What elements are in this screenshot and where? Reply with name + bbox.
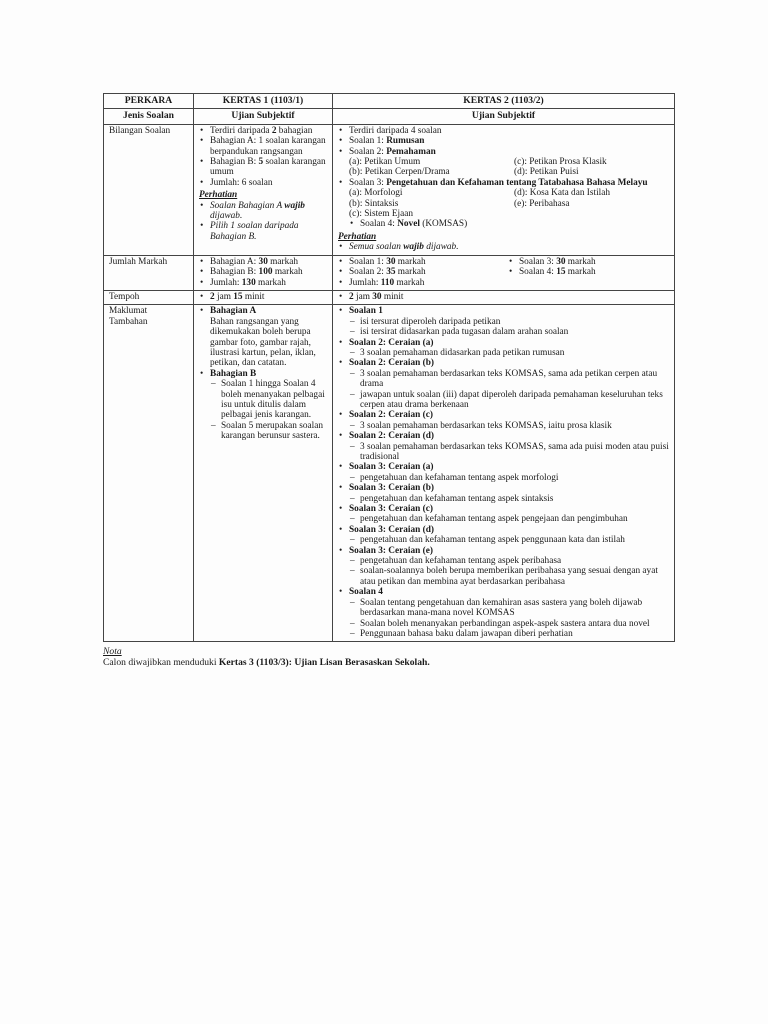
list-item: • Bahagian A: 1 soalan karangan berpandukan rangsangan — [199, 136, 328, 157]
list-item: – pengetahuan dan kefahaman tentang aspek pengejaan dan pengimbuhan — [349, 514, 670, 524]
pemahaman-parts: (a): Petikan Umum (c): Petikan Prosa Klasik (b): Petikan Cerpen/Drama (d): Petikan Puisi — [349, 157, 607, 178]
list-item: • Soalan 1: Rumusan — [338, 136, 670, 146]
list-item: • Terdiri daripada 2 bahagian — [199, 126, 328, 136]
list-item: • 2 jam 30 minit — [338, 292, 670, 302]
row-jenis-soalan — [104, 109, 675, 124]
list-item: • Soalan Bahagian A wajib dijawab. — [199, 201, 328, 222]
maklumat-kertas1 — [194, 305, 333, 642]
list-item: • Soalan 3: Ceraian (c) – pengetahuan dan kefahaman tentang aspek pengejaan dan pengimbuhan — [338, 504, 670, 525]
list-item: • Bahagian B – Soalan 1 hingga Soalan 4 boleh menanyakan pelbagai isu untuk ditulis dalam pelbagai jenis karangan. – Soalan 5 merupakan soalan karangan berunsur sastera. — [199, 369, 328, 442]
document-page — [103, 93, 674, 668]
list-item: • Jumlah: 130 markah — [199, 278, 328, 288]
list-item: • Jumlah: 110 markah — [338, 278, 508, 288]
list-item: – pengetahuan dan kefahaman tentang aspek penggunaan kata dan istilah — [349, 535, 670, 545]
list-item: – pengetahuan dan kefahaman tentang aspek morfologi — [349, 473, 670, 483]
bilangan-kertas1 — [194, 124, 333, 255]
row-label-bilangan: Bilangan Soalan — [104, 124, 194, 255]
list-item: • Bahagian B: 5 soalan karangan umum — [199, 157, 328, 178]
header-row — [104, 94, 675, 109]
list-item: – jawapan untuk soalan (iii) dapat diperoleh daripada pemahaman keseluruhan teks cerpen atau drama berkenaan — [349, 390, 670, 411]
tempoh-kertas2 — [333, 290, 675, 304]
list-item: • 2 jam 15 minit — [199, 292, 328, 302]
list-item: – Soalan 1 hingga Soalan 4 boleh menanyakan pelbagai isu untuk ditulis dalam pelbagai jenis karangan. — [210, 379, 328, 421]
list-item: – soalan-soalannya boleh berupa memberikan peribahasa yang sesuai dengan ayat atau petikan dan membina ayat berdasarkan peribahasa — [349, 566, 670, 587]
list-item: – isi tersurat diperoleh daripada petikan — [349, 317, 670, 327]
maklumat-kertas2-list — [338, 306, 670, 639]
list-item: – pengetahuan dan kefahaman tentang aspek peribahasa — [349, 556, 670, 566]
list-item: • Soalan 1 – isi tersurat diperoleh daripada petikan – isi tersirat didasarkan pada tugasan dalam arahan soalan — [338, 306, 670, 337]
list-item: • Soalan 1: 30 markah — [338, 257, 508, 267]
list-item: – Soalan 5 merupakan soalan karangan berunsur sastera. — [210, 421, 328, 442]
markah-kertas1 — [194, 255, 333, 290]
list-item: • Bahagian A Bahan rangsangan yang dikemukakan boleh berupa gambar foto, gambar rajah, ilustrasi kartun, pelan, iklan, petikan, dan catatan. — [199, 306, 328, 368]
row-tempoh — [104, 290, 675, 304]
list-item: • Soalan 2: Pemahaman — [338, 147, 670, 157]
markah-kertas2 — [333, 255, 675, 290]
jenis-kertas1: Ujian Subjektif — [194, 109, 333, 124]
tatabahasa-parts: (a): Morfologi (d): Kosa Kata dan Istilah (b): Sintaksis (e): Peribahasa (c): Sistem Ejaan — [349, 188, 611, 220]
row-label-tempoh: Tempoh — [104, 290, 194, 304]
bilangan-kertas2 — [333, 124, 675, 255]
list-item: • Soalan 2: Ceraian (a) – 3 soalan pemahaman didasarkan pada petikan rumusan — [338, 338, 670, 359]
footnote-heading: Nota — [103, 646, 122, 658]
list-item: • Soalan 3: Ceraian (a) – pengetahuan dan kefahaman tentang aspek morfologi — [338, 462, 670, 483]
jenis-kertas2: Ujian Subjektif — [333, 109, 675, 124]
list-item: • Jumlah: 6 soalan — [199, 178, 328, 188]
list-item: • Soalan 4 – Soalan tentang pengetahuan dan kemahiran asas sastera yang boleh dijawab berdasarkan mana-mana novel KOMSAS – Soalan boleh menanyakan perbandingan aspek-aspek sastera antara dua novel – Penggunaan bahasa baku dalam jawapan diberi perhatian — [338, 587, 670, 639]
row-maklumat-tambahan — [104, 305, 675, 642]
row-bilangan-soalan — [104, 124, 675, 255]
list-item: • Soalan 3: Ceraian (d) – pengetahuan dan kefahaman tentang aspek penggunaan kata dan istilah — [338, 525, 670, 546]
maklumat-kertas2 — [333, 305, 675, 642]
list-item: • Soalan 2: Ceraian (d) – 3 soalan pemahaman berdasarkan teks KOMSAS, sama ada puisi moden atau puisi tradisional — [338, 431, 670, 462]
list-item: • Soalan 3: Ceraian (b) – pengetahuan dan kefahaman tentang aspek sintaksis — [338, 483, 670, 504]
list-item: – pengetahuan dan kefahaman tentang aspek sintaksis — [349, 494, 670, 504]
list-item: • Soalan 2: Ceraian (c) – 3 soalan pemahaman berdasarkan teks KOMSAS, iaitu prosa klasik — [338, 410, 670, 431]
list-item: • Pilih 1 soalan daripada Bahagian B. — [199, 221, 328, 242]
row-jumlah-markah — [104, 255, 675, 290]
exam-format-table — [103, 93, 675, 642]
footnote-text: Calon diwajibkan menduduki Kertas 3 (1103/3): Ujian Lisan Berasaskan Sekolah. — [103, 657, 430, 669]
list-item: • Bahagian A: 30 markah — [199, 257, 328, 267]
list-item: • Soalan 3: 30 markah — [508, 257, 668, 267]
list-item: – 3 soalan pemahaman berdasarkan teks KOMSAS, iaitu prosa klasik — [349, 421, 670, 431]
list-item: • Soalan 2: 35 markah — [338, 267, 508, 277]
row-label-maklumat: Maklumat Tambahan — [104, 305, 194, 642]
list-item: • Soalan 2: Ceraian (b) – 3 soalan pemahaman berdasarkan teks KOMSAS, sama ada petikan cerpen atau drama – jawapan untuk soalan (iii) dapat diperoleh daripada pemahaman keseluruhan teks cerpen atau drama berkenaan — [338, 358, 670, 410]
list-item: – 3 soalan pemahaman berdasarkan teks KOMSAS, sama ada puisi moden atau puisi tradisional — [349, 442, 670, 463]
note-heading: Perhatian — [338, 231, 377, 242]
row-label-markah: Jumlah Markah — [104, 255, 194, 290]
list-item: – 3 soalan pemahaman berdasarkan teks KOMSAS, sama ada petikan cerpen atau drama — [349, 369, 670, 390]
tempoh-kertas1 — [194, 290, 333, 304]
row-label-jenis: Jenis Soalan — [104, 109, 194, 124]
footnote — [103, 646, 674, 668]
list-item: – Soalan tentang pengetahuan dan kemahiran asas sastera yang boleh dijawab berdasarkan mana-mana novel KOMSAS — [349, 598, 670, 619]
list-item: – Penggunaan bahasa baku dalam jawapan diberi perhatian — [349, 629, 670, 639]
list-item: – Soalan boleh menanyakan perbandingan aspek-aspek sastera antara dua novel — [349, 619, 670, 629]
list-item: • Soalan 4: 15 markah — [508, 267, 668, 277]
list-item: • Soalan 3: Pengetahuan dan Kefahaman tentang Tatabahasa Bahasa Melayu — [338, 178, 670, 188]
header-perkara: PERKARA — [104, 94, 194, 109]
header-kertas2: KERTAS 2 (1103/2) — [333, 94, 675, 109]
list-item: – isi tersirat didasarkan pada tugasan dalam arahan soalan — [349, 327, 670, 337]
list-item: • Terdiri daripada 4 soalan — [338, 126, 670, 136]
list-item: – 3 soalan pemahaman didasarkan pada petikan rumusan — [349, 348, 670, 358]
header-kertas1: KERTAS 1 (1103/1) — [194, 94, 333, 109]
note-heading: Perhatian — [199, 190, 238, 201]
list-item: • Soalan 3: Ceraian (e) – pengetahuan dan kefahaman tentang aspek peribahasa – soalan-soalannya boleh berupa memberikan peribahasa yang sesuai dengan ayat atau petikan dan membina ayat berdasarkan peribahasa — [338, 546, 670, 588]
list-item: • Semua soalan wajib dijawab. — [338, 242, 670, 252]
list-item: • Bahagian B: 100 markah — [199, 267, 328, 277]
list-item: • Soalan 4: Novel (KOMSAS) — [349, 219, 670, 229]
